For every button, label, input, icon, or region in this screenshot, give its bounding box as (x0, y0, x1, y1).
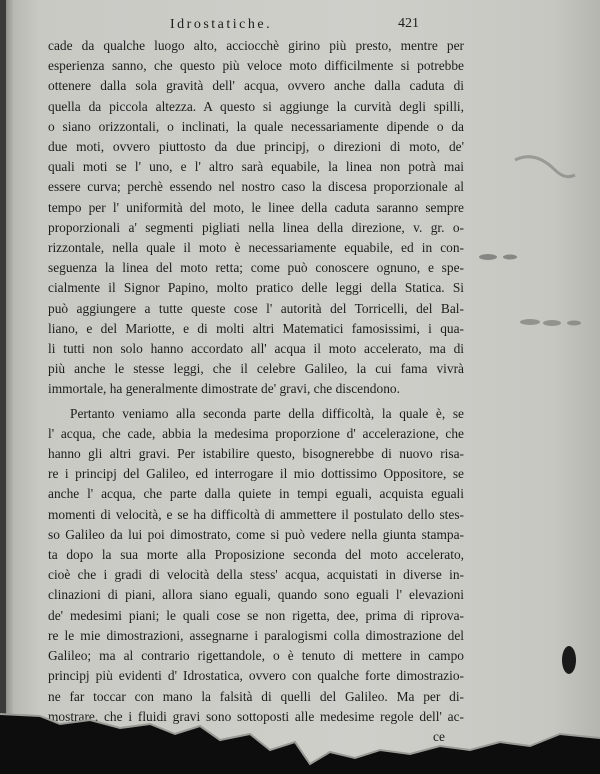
body-text (48, 36, 464, 747)
paragraph-1 (48, 36, 464, 400)
text-line: cioè che i gradi di velocità della stess' acqua, acquistati in diverse in- (48, 567, 464, 583)
text-line: quali moti se l' uno, e l' altro sarà equabile, la linea non potrà mai (48, 159, 464, 175)
text-line: ta dopo la sua morte alla Proposizione seconda del moto accelerato, (48, 547, 464, 563)
text-line: so Galileo da lui poi dimostrato, come si può vedere nella giunta stampa- (48, 526, 464, 542)
text-line: quella da piccola altezza. A questo si aggiunge la curvità degli spilli, (48, 98, 464, 114)
text-line: de' medesimi piani; le quali cose se non rigetta, dee, prima di riprova- (48, 607, 464, 623)
text-line: due moti, ovvero piuttosto da due principj, o direzioni di moto, de' (48, 139, 464, 155)
text-line: cialmente il Signor Papino, molto pratico delle leggi della Statica. Si (48, 280, 464, 296)
text-line: anche l' acqua, che parte dalla quiete in tempi eguali, acquista eguali (48, 486, 464, 502)
text-line: immortale, ha generalmente dimostrate de' gravi, che discendono. (48, 381, 400, 397)
catchword: ce (433, 728, 445, 744)
page-number: 421 (398, 16, 419, 31)
text-line: seguenza la linea del moto retta; come può conoscere ognuno, e spe- (48, 260, 464, 276)
ink-stain-marks (505, 140, 585, 190)
text-line: li tutti non solo hanno accordato all' acqua il moto accelerato, ma di (48, 341, 464, 357)
torn-page-edge (0, 654, 600, 774)
text-line: tempo per l' uniformità del moto, le linee della caduta saranno sempre (48, 199, 464, 215)
text-line: esperienza sanno, che questo più veloce moto difficilmente si potrebbe (48, 58, 464, 74)
text-line: ottenere dalla sola gravità dell' acqua, ovvero anche dalla caduta di (48, 78, 464, 94)
text-line: momenti di velocità, e se ha difficoltà di ammettere il postulato dello stes- (48, 506, 464, 522)
text-line: proporzionali a' segmenti pigliati nella linea della direzione, v. gr. o- (48, 219, 464, 235)
text-line: principj più evidenti d' Idrostatica, ovvero con qualche forte dimostrazio- (48, 668, 464, 684)
text-line: Galileo; ma al contrario rigettandole, o è tenuto di mettere in campo (48, 648, 464, 664)
text-line: mostrare, che i fluidi gravi sono sottoposti alle medesime regole dell' ac- (48, 708, 464, 724)
text-line: clinazioni di piani, allora siano eguali, quando sono eguali l' elevazioni (48, 587, 464, 603)
text-line: o siano orizzontali, o inclinati, la quale necessariamente dipende o da (48, 118, 464, 134)
text-line: liano, e del Mariotte, e di molti altri Matematici famosissimi, i qua- (48, 320, 464, 336)
running-head (0, 17, 600, 37)
text-line: hanno gli altri gravi. Per istabilire questo, bisognerebbe di nuovo risa- (48, 446, 464, 462)
text-line: cade da qualche luogo alto, acciocchè girino più presto, mentre per (48, 38, 464, 53)
text-line: può aggiungere a tutte queste cose l' autorità del Torricelli, del Bal- (48, 300, 464, 316)
text-line: Pertanto veniamo alla seconda parte della difficoltà, la quale è, se (70, 405, 464, 421)
text-line: essere curva; perchè essendo nel nostro caso la discesa proporzionale al (48, 179, 464, 195)
text-line: re le mie dimostrazioni, assegnarne i paralogismi colla dimostrazione del (48, 627, 464, 643)
running-head-title: Idrostatiche. (170, 17, 273, 32)
ink-stain-marks (470, 250, 590, 340)
text-line: re i principj del Galileo, ed interrogare il mio dottissimo Oppositore, se (48, 466, 464, 482)
text-line: l' acqua, che cade, abbia la medesima proporzione d' accelerazione, che (48, 425, 464, 441)
text-line: rizzontale, nella quale il moto è necessariamente equabile, ed in con- (48, 240, 464, 256)
text-line: più anche le stesse leggi, che il celebre Galileo, la cui fama vivrà (48, 361, 464, 377)
text-line: ne far toccar con mano la falsità di quelli del Galileo. Ma per di- (48, 688, 464, 704)
